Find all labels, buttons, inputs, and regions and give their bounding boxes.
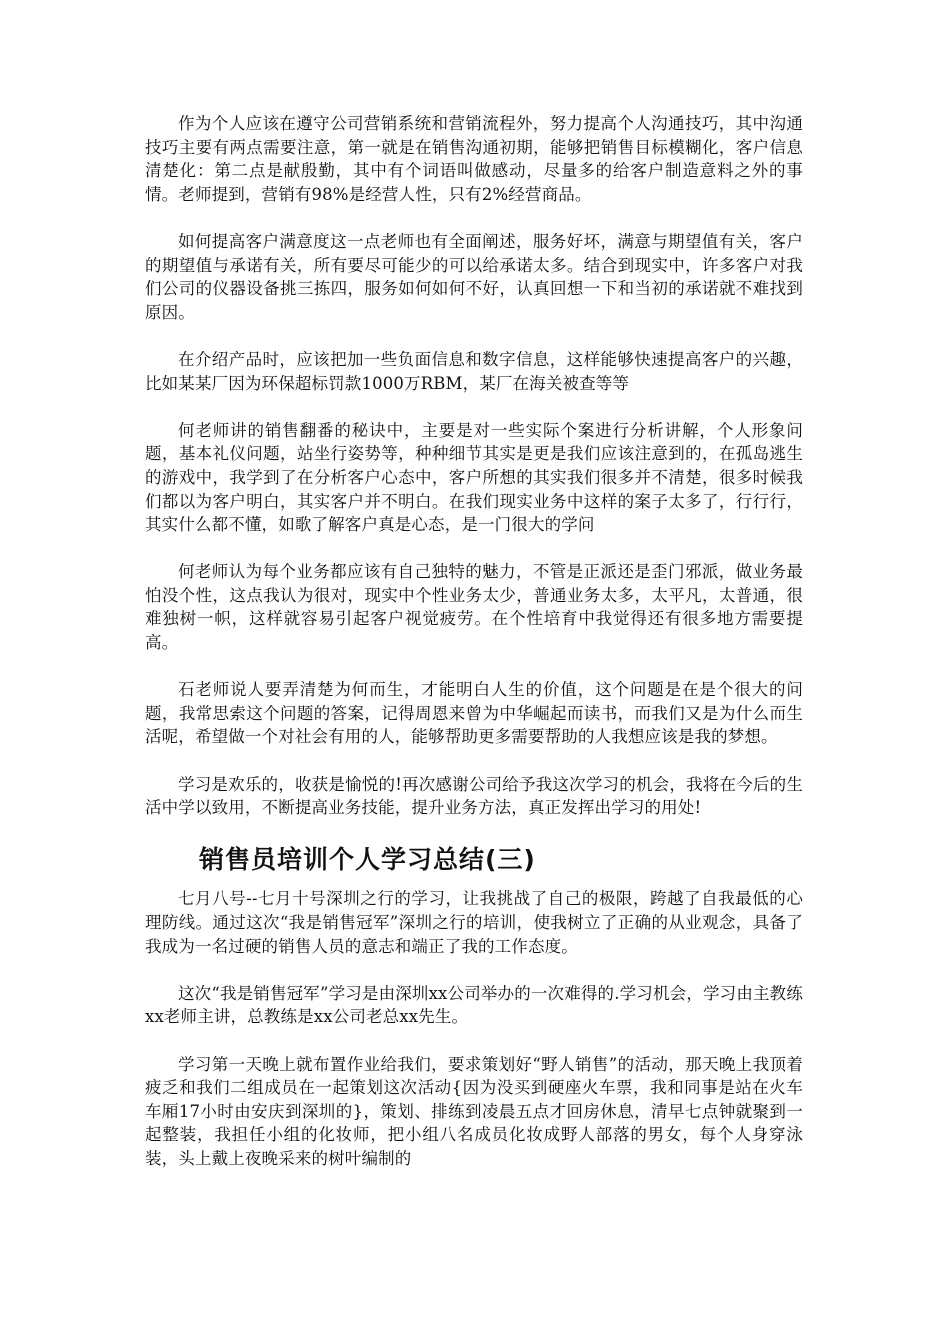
body-paragraph: 这次“我是销售冠军”学习是由深圳xx公司举办的一次难得的.学习机会，学习由主教练xx老师主讲，总教练是xx公司老总xx先生。 — [145, 983, 803, 1027]
section-heading: 销售员培训个人学习总结(三) — [199, 845, 536, 875]
body-paragraph: 七月八号--七月十号深圳之行的学习，让我挑战了自己的极限，跨越了自我最低的心理防线。通过这次“我是销售冠军”深圳之行的培训，使我树立了正确的从业观念，具备了我成为一名过硬的销售人员的意志和端正了我的工作态度。 — [145, 889, 803, 956]
body-paragraph: 在介绍产品时，应该把加一些负面信息和数字信息，这样能够快速提高客户的兴趣，比如某某厂因为环保超标罚款1000万RBM，某厂在海关被查等等 — [145, 349, 803, 393]
body-paragraph: 学习是欢乐的，收获是愉悦的!再次感谢公司给予我这次学习的机会，我将在今后的生活中学以致用，不断提高业务技能，提升业务方法，真正发挥出学习的用处! — [145, 774, 803, 818]
body-paragraph: 何老师认为每个业务都应该有自己独特的魅力，不管是正派还是歪门邪派，做业务最怕没个性，这点我认为很对，现实中个性业务太少，普通业务太多，太平凡，太普通，很难独树一帜，这样就容易引起客户视觉疲劳。在个性培育中我觉得还有很多地方需要提高。 — [145, 562, 803, 653]
body-paragraph: 作为个人应该在遵守公司营销系统和营销流程外，努力提高个人沟通技巧，其中沟通技巧主要有两点需要注意，第一就是在销售沟通初期，能够把销售目标模糊化，客户信息清楚化：第二点是献殷勤，其中有个词语叫做感动，尽量多的给客户制造意料之外的事情。老师提到，营销有98%是经营人性，只有2%经营商品。 — [145, 114, 803, 204]
body-paragraph: 如何提高客户满意度这一点老师也有全面阐述，服务好坏，满意与期望值有关，客户的期望值与承诺有关，所有要尽可能少的可以给承诺太多。结合到现实中，许多客户对我们公司的仪器设备挑三拣四，服务如何如何不好，认真回想一下和当初的承诺就不难找到原因。 — [145, 231, 803, 322]
body-paragraph: 学习第一天晚上就布置作业给我们，要求策划好“野人销售”的活动，那天晚上我顶着疲乏和我们二组成员在一起策划这次活动{因为没买到硬座火车票，我和同事是站在火车车厢17小时由安庆到深圳的}，策划、排练到凌晨五点才回房休息，清早七点钟就聚到一起整装，我担任小组的化妆师，把小组八名成员化妆成野人部落的男女，每个人身穿泳装，头上戴上夜晚采来的树叶编制的 — [145, 1054, 803, 1168]
body-paragraph: 何老师讲的销售翻番的秘诀中，主要是对一些实际个案进行分析讲解，个人形象问题，基本礼仪问题，站坐行姿势等，种种细节其实是更是我们应该注意到的，在孤岛逃生的游戏中，我学到了在分析客户心态中，客户所想的其实我们很多并不清楚，很多时候我们都以为客户明白，其实客户并不明白。在我们现实业务中这样的案子太多了，行行行，其实什么都不懂，如歌了解客户真是心态，是一门很大的学问 — [145, 420, 803, 535]
body-paragraph: 石老师说人要弄清楚为何而生，才能明白人生的价值，这个问题是在是个很大的问题，我常思索这个问题的答案，记得周恩来曾为中华崛起而读书，而我们又是为什么而生活呢，希望做一个对社会有用的人，能够帮助更多需要帮助的人我想应该是我的梦想。 — [145, 680, 803, 747]
document-page — [145, 112, 803, 1194]
